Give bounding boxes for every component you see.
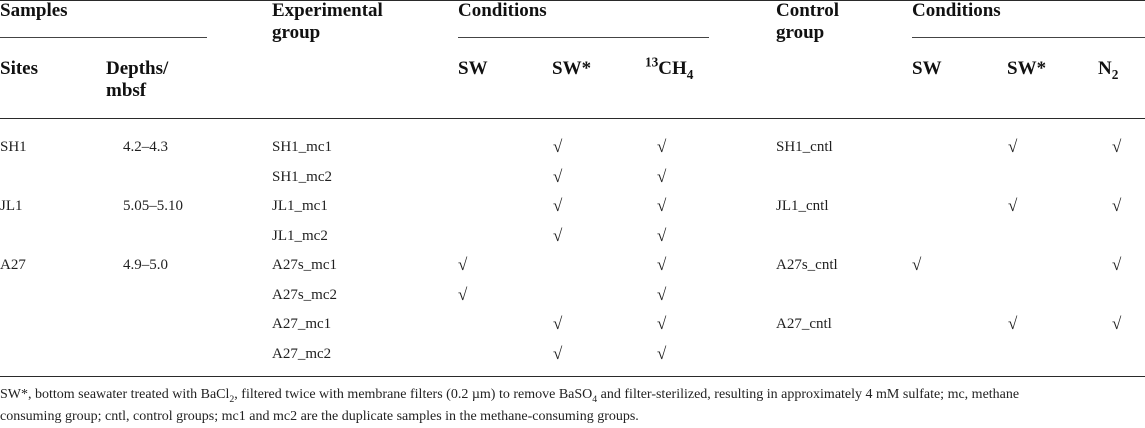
table-footnote [0,384,1130,428]
header-conditions-control: Conditions [912,0,1001,21]
table-bottom-rule [0,376,1145,377]
cell-ctrl-sw-star: √ [1008,196,1018,215]
footnote-text-c: and filter-sterilized, resulting in approximately 4 mM sulfate; mc, methane [597,387,1020,402]
cell-ctrl-n2: √ [1112,314,1122,333]
cell-depth: 5.05–5.10 [123,198,183,214]
cell-experimental-group: A27_mc2 [272,346,332,362]
cell-depth: 4.2–4.3 [123,139,168,155]
cell-control-group: A27_cntl [776,316,832,332]
cell-exp-sw: √ [458,285,468,304]
cell-experimental-group: A27s_mc2 [272,287,337,303]
n2-main: N [1098,58,1112,79]
cell-control-group: JL1_cntl [776,198,829,214]
cell-exp-sw: √ [458,255,468,274]
cell-exp-sw-star: √ [553,196,563,215]
cell-exp-13ch4: √ [657,167,667,186]
cell-exp-13ch4: √ [657,196,667,215]
cell-experimental-group: SH1_mc2 [272,169,332,185]
cell-control-group: A27s_cntl [776,257,838,273]
cell-exp-13ch4: √ [657,314,667,333]
header-control-group-line1: Control [776,0,839,21]
header-depths-line2: mbsf [106,80,147,101]
header-bottom-rule [0,118,1145,119]
cell-control-group: SH1_cntl [776,139,833,155]
header-ctrl-sw: SW [912,58,942,79]
header-exp-sw: SW [458,58,488,79]
cell-exp-13ch4: √ [657,137,667,156]
cell-depth: 4.9–5.0 [123,257,168,273]
cell-experimental-group: A27_mc1 [272,316,332,332]
cell-exp-sw-star: √ [553,137,563,156]
header-experimental-group-line1: Experimental [272,0,383,21]
header-sites: Sites [0,58,38,79]
header-exp-13ch4 [645,54,694,82]
footnote-text-a: SW*, bottom seawater treated with BaCl [0,387,230,402]
cell-exp-13ch4: √ [657,226,667,245]
cell-exp-sw-star: √ [553,344,563,363]
footnote-sub-2: 4 [592,393,598,405]
header-exp-sw-star: SW* [552,58,592,79]
cell-ctrl-sw-star: √ [1008,137,1018,156]
cell-site: SH1 [0,139,27,155]
cell-exp-sw-star: √ [553,314,563,333]
cell-ctrl-sw: √ [912,255,922,274]
ctrl-conditions-underline [912,37,1145,38]
footnote-text-line2: consuming group; cntl, control groups; mc1 and mc2 are the duplicate samples in the methane-consuming groups. [0,409,639,424]
exp-conditions-underline [458,37,709,38]
cell-ctrl-sw-star: √ [1008,314,1018,333]
cell-site: JL1 [0,198,23,214]
cell-experimental-group: SH1_mc1 [272,139,332,155]
footnote-text-b: , filtered twice with membrane filters (0.2 µm) to remove BaSO [234,387,593,402]
header-depths-line1: Depths/ [106,58,169,79]
ch4-main: CH [658,58,687,79]
cell-exp-13ch4: √ [657,285,667,304]
cell-exp-sw-star: √ [553,167,563,186]
ch4-isotope-superscript: 13 [645,54,659,70]
n2-subscript: 2 [1111,66,1119,82]
header-samples: Samples [0,0,68,21]
cell-exp-13ch4: √ [657,255,667,274]
header-experimental-group-line2: group [272,22,321,43]
cell-ctrl-n2: √ [1112,255,1122,274]
header-ctrl-sw-star: SW* [1007,58,1047,79]
cell-exp-13ch4: √ [657,344,667,363]
cell-experimental-group: JL1_mc2 [272,228,328,244]
cell-experimental-group: A27s_mc1 [272,257,337,273]
header-ctrl-n2 [1098,58,1118,80]
footnote-sub-1: 2 [229,393,235,405]
cell-experimental-group: JL1_mc1 [272,198,328,214]
samples-underline [0,37,207,38]
header-conditions-experimental: Conditions [458,0,547,21]
cell-ctrl-n2: √ [1112,137,1122,156]
cell-site: A27 [0,257,26,273]
ch4-subscript: 4 [686,66,694,82]
header-control-group-line2: group [776,22,825,43]
cell-ctrl-n2: √ [1112,196,1122,215]
cell-exp-sw-star: √ [553,226,563,245]
